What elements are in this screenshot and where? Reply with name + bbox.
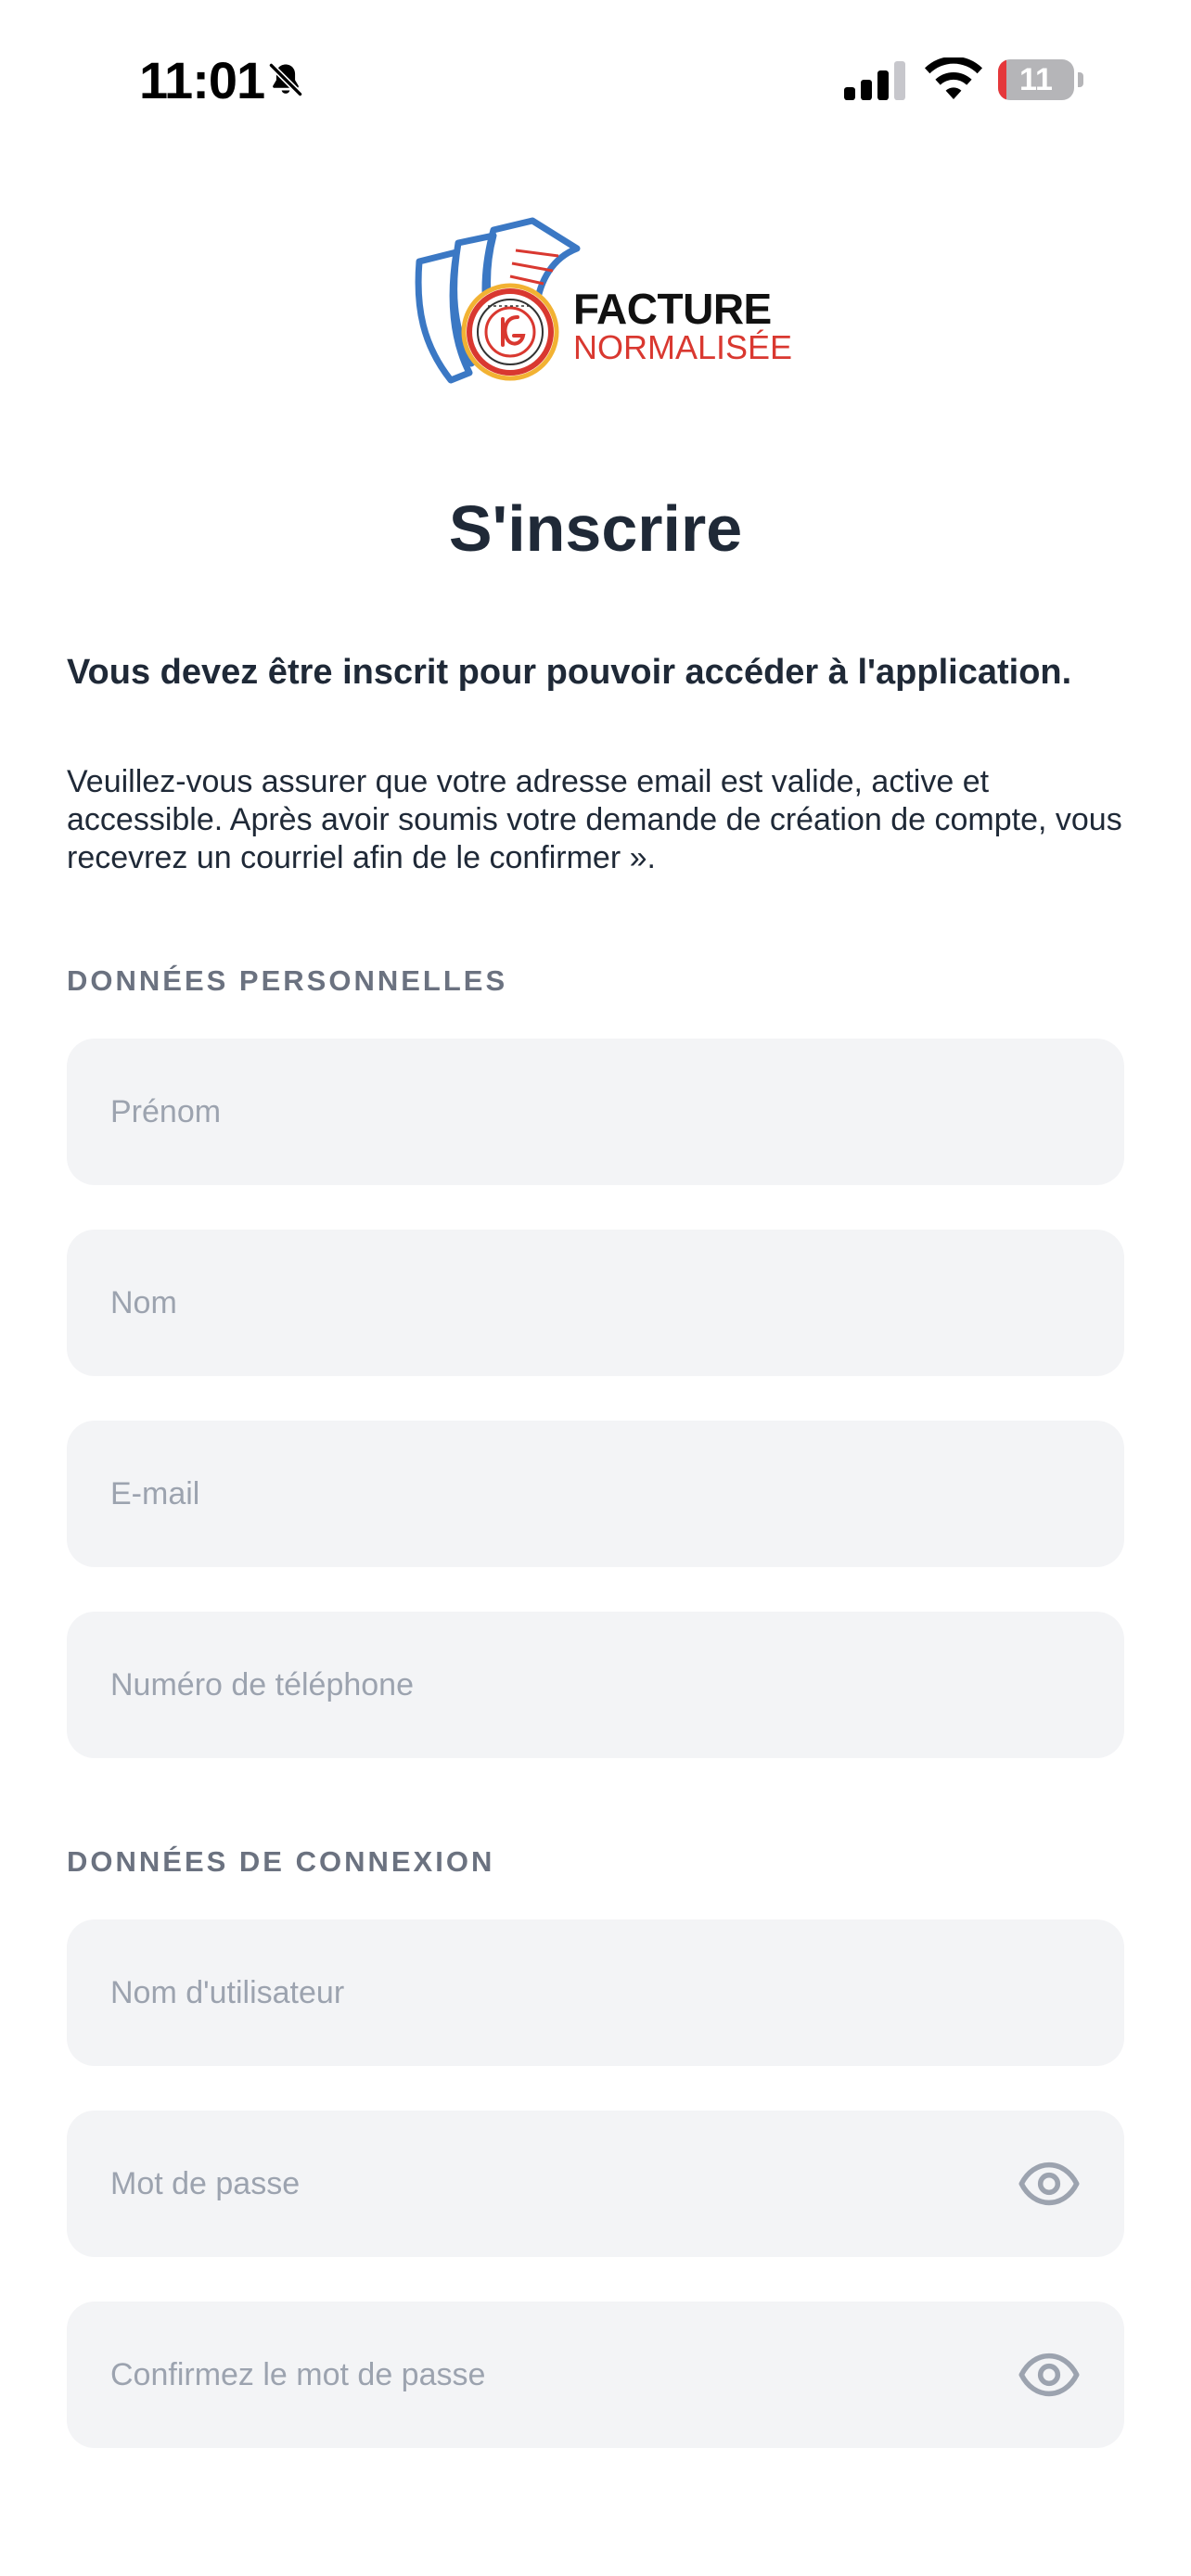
page-title: S'inscrire — [448, 492, 743, 565]
status-bar — [0, 0, 1191, 158]
confirm-password-field — [67, 2302, 1124, 2448]
app-logo — [414, 215, 793, 388]
password-input[interactable] — [67, 2111, 1124, 2257]
cellular-signal-icon — [844, 61, 907, 100]
username-input[interactable] — [67, 1919, 1124, 2066]
section-label-login: DONNÉES DE CONNEXION — [67, 1845, 495, 1878]
confirm-password-input[interactable] — [67, 2302, 1124, 2448]
email-input[interactable] — [67, 1421, 1124, 1567]
eye-icon[interactable] — [1017, 2342, 1082, 2407]
first-name-field — [67, 1039, 1124, 1185]
status-time: 11:01 — [139, 51, 265, 109]
phone-field — [67, 1612, 1124, 1758]
intro-description: Veuillez-vous assurer que votre adresse email est valide, active et accessible. Après avoir soumis votre demande de création de compte, vous recevrez un courriel afin de le confirmer ». — [67, 764, 1122, 875]
bell-slash-icon — [265, 59, 306, 100]
intro-heading: Vous devez être inscrit pour pouvoir accéder à l'application. — [67, 653, 1072, 692]
password-field — [67, 2111, 1124, 2257]
logo-text-normalisee: NORMALISÉE — [573, 328, 793, 366]
last-name-input[interactable] — [67, 1230, 1124, 1376]
section-label-personal: DONNÉES PERSONNELLES — [67, 964, 508, 997]
phone-input[interactable] — [67, 1612, 1124, 1758]
invoice-seal-logo-icon — [414, 215, 581, 388]
battery-level: 11 — [1019, 62, 1053, 97]
email-field — [67, 1421, 1124, 1567]
first-name-input[interactable] — [67, 1039, 1124, 1185]
eye-icon[interactable] — [1017, 2151, 1082, 2216]
logo-text-facture: FACTURE — [573, 285, 772, 333]
username-field — [67, 1919, 1124, 2066]
battery-icon — [998, 59, 1083, 100]
wifi-icon — [923, 57, 984, 102]
last-name-field — [67, 1230, 1124, 1376]
